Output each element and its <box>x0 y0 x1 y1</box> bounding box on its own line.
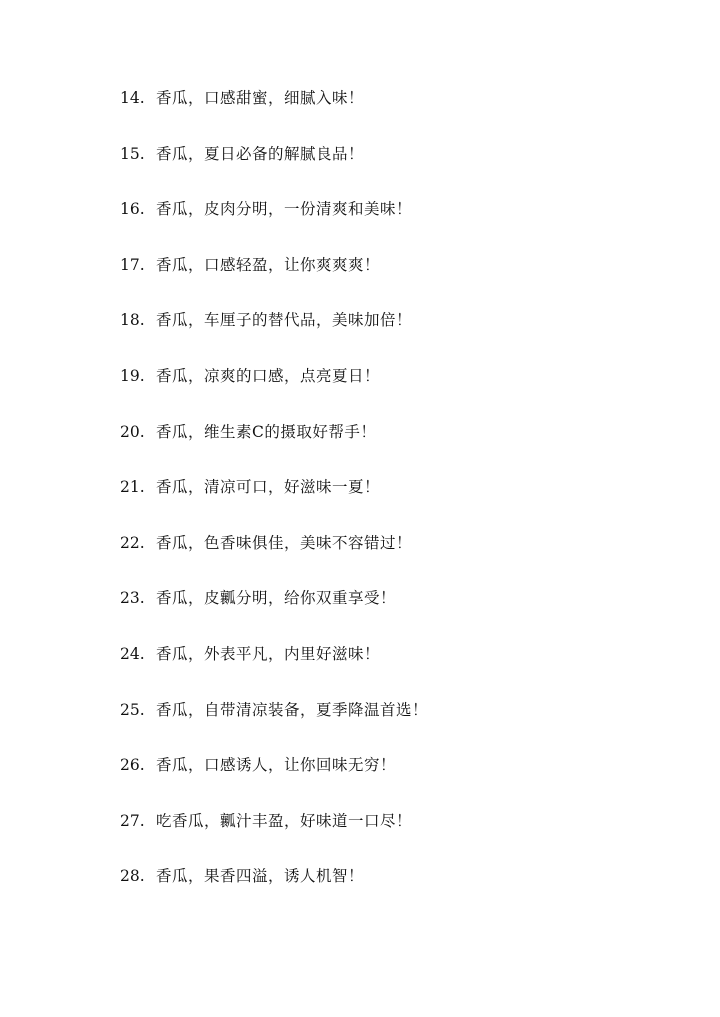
list-item <box>120 809 428 865</box>
item-number: 23. <box>120 589 145 608</box>
item-number: 19. <box>120 366 145 385</box>
item-number: 24. <box>120 644 145 663</box>
list-item <box>120 364 428 420</box>
list-item <box>120 86 428 142</box>
item-number: 21. <box>120 478 145 497</box>
list-item <box>120 197 428 253</box>
item-text: 香瓜，车厘子的替代品，美味加倍！ <box>156 311 413 330</box>
item-number: 22. <box>120 533 145 552</box>
item-text: 香瓜，口感甜蜜，细腻入味！ <box>156 89 365 107</box>
item-text: 香瓜，色香味俱佳，美味不容错过！ <box>156 533 413 552</box>
item-text: 香瓜，口感诱人，让你回味无穷！ <box>156 756 397 775</box>
item-text: 香瓜，果香四溢，诱人机智！ <box>156 867 365 886</box>
item-text: 香瓜，口感轻盈，让你爽爽爽！ <box>156 255 381 274</box>
list-item <box>120 698 428 754</box>
item-text: 香瓜，外表平凡，内里好滋味！ <box>156 644 381 663</box>
list-item <box>120 308 428 364</box>
item-text: 香瓜，夏日必备的解腻良品！ <box>156 144 365 163</box>
item-text: 香瓜，维生素C的摄取好帮手！ <box>156 422 377 441</box>
item-number: 25. <box>120 700 145 719</box>
list-item <box>120 142 428 198</box>
item-number: 15. <box>120 144 145 163</box>
item-number: 18. <box>120 311 145 330</box>
list-item <box>120 864 428 920</box>
item-number: 20. <box>120 422 145 441</box>
list-item <box>120 253 428 309</box>
item-text: 香瓜，自带清凉装备，夏季降温首选！ <box>156 700 429 719</box>
item-number: 16. <box>120 200 145 219</box>
item-number: 14. <box>120 89 145 107</box>
item-text: 香瓜，凉爽的口感，点亮夏日！ <box>156 366 381 385</box>
numbered-list <box>120 86 428 920</box>
item-text: 吃香瓜，瓤汁丰盈，好味道一口尽！ <box>156 811 413 830</box>
list-item <box>120 475 428 531</box>
item-number: 26. <box>120 756 145 775</box>
item-text: 香瓜，清凉可口，好滋味一夏！ <box>156 478 381 497</box>
item-text: 香瓜，皮瓤分明，给你双重享受！ <box>156 589 397 608</box>
list-item <box>120 642 428 698</box>
item-text: 香瓜，皮肉分明，一份清爽和美味！ <box>156 200 413 219</box>
item-number: 27. <box>120 811 145 830</box>
list-item <box>120 586 428 642</box>
item-number: 17. <box>120 255 145 274</box>
list-item <box>120 753 428 809</box>
item-number: 28. <box>120 867 145 886</box>
list-item <box>120 420 428 476</box>
list-item <box>120 531 428 587</box>
